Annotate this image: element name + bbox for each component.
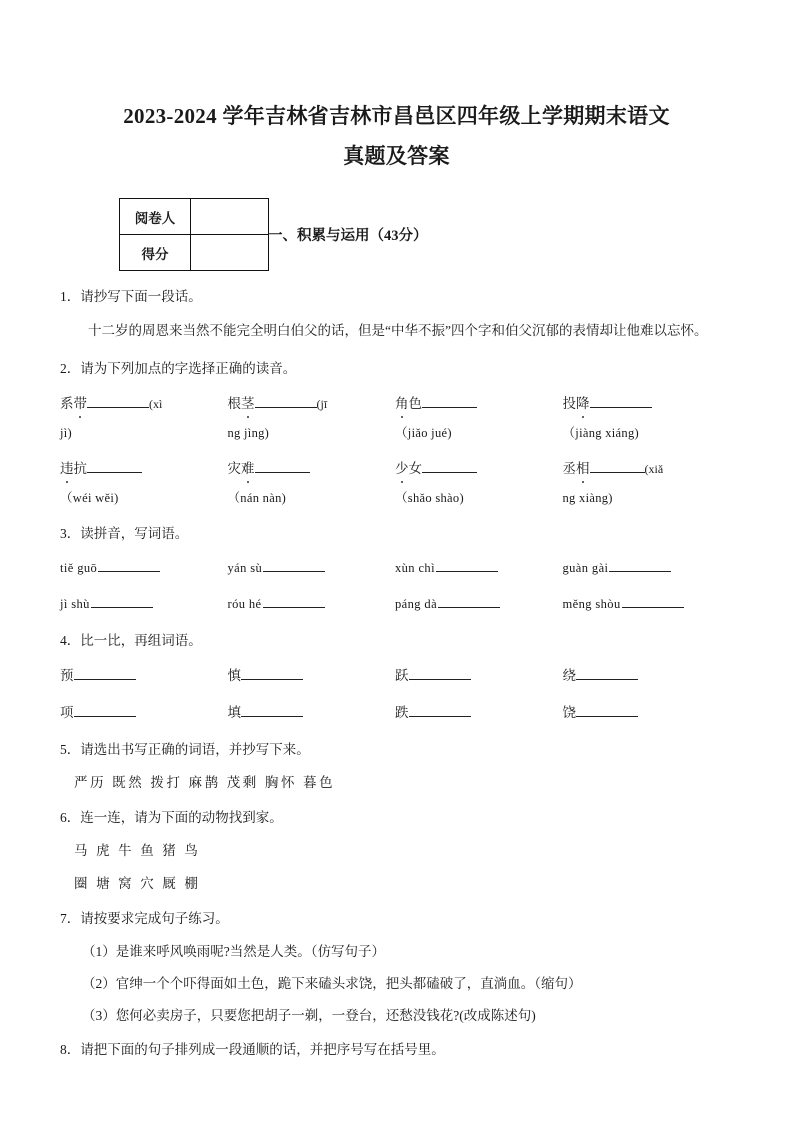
q3-item-1	[60, 555, 228, 582]
question-3-stem	[60, 522, 730, 546]
question-4-stem	[60, 629, 730, 653]
question-8	[60, 1038, 730, 1062]
question-3-text: 读拼音，写词语。	[80, 526, 189, 541]
q3-item-2-pinyin: yán sù	[227, 561, 263, 575]
q2-item-6-pinyin-tail: （nán nàn)	[227, 491, 287, 505]
q2-item-4-pinyin-tail: （jiàng xiáng)	[562, 426, 639, 440]
q2-item-7-char-b: 女	[408, 461, 422, 476]
q4-item-5-blank[interactable]	[74, 703, 136, 717]
page-title-line-1: 2023-2024 学年吉林省吉林市昌邑区四年级上学期期末语文	[123, 104, 670, 128]
q2-item-2	[228, 390, 396, 418]
q2-item-2-pinyin-tail: ng jìng)	[227, 426, 270, 440]
q2-item-5-blank[interactable]	[87, 459, 142, 473]
q3-item-7-blank[interactable]	[438, 594, 500, 608]
q2-item-1-char-b: 带	[74, 390, 88, 417]
q4-item-6-char: 填	[227, 705, 241, 720]
question-1-stem	[60, 285, 730, 309]
table-row	[60, 418, 730, 446]
q2-item-3-char-b: 色	[408, 396, 422, 411]
q4-item-3-blank[interactable]	[409, 666, 471, 680]
q2-item-4-char-b: 降	[576, 390, 590, 417]
q4-item-5	[60, 699, 228, 727]
question-3	[60, 522, 730, 618]
q4-item-3-char: 跃	[395, 668, 409, 683]
table-row	[60, 662, 730, 690]
table-row	[60, 555, 730, 582]
q4-item-4-char: 绕	[562, 668, 576, 683]
question-1-text: 请抄写下面一段话。	[80, 289, 202, 304]
question-3-number: 3．	[60, 526, 81, 541]
q2-item-2-pinyin-head: (jī	[316, 397, 328, 411]
question-4-text: 比一比，再组词语。	[80, 633, 202, 648]
q4-item-3	[395, 662, 563, 690]
q3-item-1-pinyin: tiě guō	[60, 561, 98, 575]
q4-item-1-char: 预	[60, 668, 74, 683]
q3-item-4-pinyin: guàn gài	[562, 561, 609, 575]
q3-item-6-pinyin: róu hé	[227, 597, 262, 611]
score-value[interactable]	[191, 235, 269, 271]
question-8-number: 8．	[60, 1042, 81, 1057]
question-2-row-1-grid	[60, 390, 730, 446]
q3-item-7	[395, 591, 563, 618]
question-5	[60, 738, 730, 795]
q2-item-1-char-a: 系	[60, 396, 74, 411]
q3-item-8-blank[interactable]	[622, 594, 684, 608]
q3-item-3-blank[interactable]	[436, 558, 498, 572]
grader-value[interactable]	[191, 199, 269, 235]
question-5-number: 5．	[60, 742, 81, 757]
q2-item-8	[563, 455, 731, 483]
question-4	[60, 629, 730, 727]
q3-item-8	[563, 591, 731, 618]
q3-item-3-pinyin: xùn chì	[395, 561, 435, 575]
q3-item-4-blank[interactable]	[609, 558, 671, 572]
q4-item-4	[563, 662, 731, 690]
q2-item-2-char-a: 根	[227, 396, 241, 411]
q3-item-4	[563, 555, 731, 582]
q2-item-5	[60, 455, 228, 483]
question-4-number: 4．	[60, 633, 81, 648]
q2-item-1	[60, 390, 228, 418]
q2-item-4-blank[interactable]	[590, 394, 652, 408]
table-row	[60, 483, 730, 511]
q3-item-2-blank[interactable]	[263, 558, 325, 572]
score-table	[119, 198, 269, 271]
question-5-word-bank: 严历 既然 拨打 麻鹊 茂剩 胸怀 暮色	[74, 775, 336, 790]
question-2-stem	[60, 357, 730, 381]
question-7-item-2: （2）官绅一个个吓得面如土色，跪下来磕头求饶，把头都磕破了，直淌血。（缩句）	[82, 976, 582, 991]
question-8-stem	[60, 1038, 730, 1062]
q3-item-7-pinyin: páng dà	[395, 597, 438, 611]
q2-item-3-char-a: 角	[395, 390, 409, 417]
question-7-number: 7．	[60, 911, 81, 926]
questions-content	[0, 285, 793, 1062]
table-row	[120, 235, 269, 271]
q4-item-8-char: 饶	[562, 705, 576, 720]
q3-item-3	[395, 555, 563, 582]
question-4-row-1-grid	[60, 662, 730, 690]
question-7-item-3: （3）您何必卖房子，只要您把胡子一剃，一登台，还愁没钱花?(改成陈述句)	[82, 1008, 536, 1023]
question-4-row-2-grid	[60, 699, 730, 727]
q3-item-6	[228, 591, 396, 618]
q2-item-6-char-b: 难	[241, 455, 255, 482]
page-title	[0, 0, 793, 176]
question-7-stem	[60, 907, 730, 931]
q2-item-1-pinyin-head: (xì	[149, 397, 163, 411]
q2-item-3-pinyin-tail: （jiǎo jué)	[395, 426, 452, 440]
q4-item-6	[228, 699, 396, 727]
q4-item-7-blank[interactable]	[409, 703, 471, 717]
table-row	[60, 699, 730, 727]
q4-item-8	[563, 699, 731, 727]
q3-item-5-pinyin: jì shù	[60, 597, 90, 611]
q4-item-1-blank[interactable]	[74, 666, 136, 680]
table-row	[60, 591, 730, 618]
q2-item-7	[395, 455, 563, 483]
q4-item-8-blank[interactable]	[576, 703, 638, 717]
q2-item-8-char-b: 相	[576, 455, 590, 482]
q3-item-1-blank[interactable]	[98, 558, 160, 572]
question-3-row-2-grid	[60, 591, 730, 618]
q3-item-2	[228, 555, 396, 582]
q2-item-4-char-a: 投	[562, 396, 576, 411]
q2-item-6-blank[interactable]	[255, 459, 310, 473]
question-1-number: 1．	[60, 289, 81, 304]
q2-item-1-pinyin-tail: jì)	[60, 426, 73, 440]
question-6	[60, 806, 730, 896]
q4-item-4-blank[interactable]	[576, 666, 638, 680]
q4-item-5-char: 项	[60, 705, 74, 720]
q4-item-7	[395, 699, 563, 727]
question-2-row-2-grid	[60, 455, 730, 511]
q2-item-3	[395, 390, 563, 418]
table-row	[120, 199, 269, 235]
q2-item-6	[228, 455, 396, 483]
question-3-row-1-grid	[60, 555, 730, 582]
table-row	[60, 455, 730, 483]
question-6-animals[interactable]: 马 虎 牛 鱼 猪 鸟	[74, 843, 201, 858]
q2-item-8-blank[interactable]	[590, 459, 645, 473]
q4-item-6-blank[interactable]	[241, 703, 303, 717]
q2-item-5-pinyin-tail: （wéi wěi)	[60, 491, 119, 505]
question-6-homes[interactable]: 圈 塘 窝 穴 厩 棚	[74, 876, 201, 891]
q2-item-1-blank[interactable]	[87, 394, 149, 408]
q4-item-7-char: 跌	[395, 705, 409, 720]
q2-item-5-char-b: 抗	[73, 461, 87, 476]
q4-item-2-char: 慎	[227, 668, 241, 683]
q2-item-2-char-b: 茎	[241, 390, 255, 417]
score-label: 得分	[120, 235, 191, 271]
question-2-text: 请为下列加点的字选择正确的读音。	[80, 361, 297, 376]
question-6-number: 6．	[60, 810, 81, 825]
q4-item-2-blank[interactable]	[241, 666, 303, 680]
table-row	[60, 390, 730, 418]
section-heading: 一、积累与运用（43分）	[268, 228, 428, 244]
question-2	[60, 357, 730, 511]
q2-item-2-blank[interactable]	[255, 394, 317, 408]
question-1-paragraph: 十二岁的周恩来当然不能完全明白伯父的话，但是“中华不振”四个字和伯父沉郁的表情却让他难以忘怀。	[88, 323, 708, 338]
q2-item-8-char-a: 丞	[562, 461, 576, 476]
q2-item-8-pinyin-tail: ng xiàng)	[562, 491, 613, 505]
q2-item-3-blank[interactable]	[422, 394, 477, 408]
question-7-text: 请按要求完成句子练习。	[80, 911, 229, 926]
q3-item-5	[60, 591, 228, 618]
page-title-line-2: 真题及答案	[343, 144, 450, 168]
q2-item-5-char-a: 违	[60, 455, 74, 482]
q2-item-4	[563, 390, 731, 418]
q2-item-6-char-a: 灾	[227, 461, 241, 476]
question-5-text: 请选出书写正确的词语，并抄写下来。	[80, 742, 310, 757]
question-7	[60, 907, 730, 1027]
grader-label: 阅卷人	[120, 199, 191, 235]
question-6-text: 连一连，请为下面的动物找到家。	[80, 810, 283, 825]
q3-item-8-pinyin: měng shòu	[562, 597, 621, 611]
q4-item-2	[228, 662, 396, 690]
q4-item-1	[60, 662, 228, 690]
q2-item-7-char-a: 少	[395, 455, 409, 482]
question-6-stem	[60, 806, 730, 830]
q2-item-7-blank[interactable]	[422, 459, 477, 473]
question-7-item-1: （1）是谁来呼风唤雨呢?当然是人类。（仿写句子）	[82, 944, 385, 959]
q3-item-5-blank[interactable]	[91, 594, 153, 608]
question-5-stem	[60, 738, 730, 762]
header-row	[0, 198, 793, 274]
q3-item-6-blank[interactable]	[263, 594, 325, 608]
question-2-number: 2．	[60, 361, 81, 376]
question-1	[60, 285, 730, 346]
question-8-text: 请把下面的句子排列成一段通顺的话，并把序号写在括号里。	[80, 1042, 445, 1057]
q2-item-7-pinyin-tail: （shǎo shào)	[395, 491, 464, 505]
q2-item-8-pinyin-head: (xiǎ	[644, 462, 664, 476]
